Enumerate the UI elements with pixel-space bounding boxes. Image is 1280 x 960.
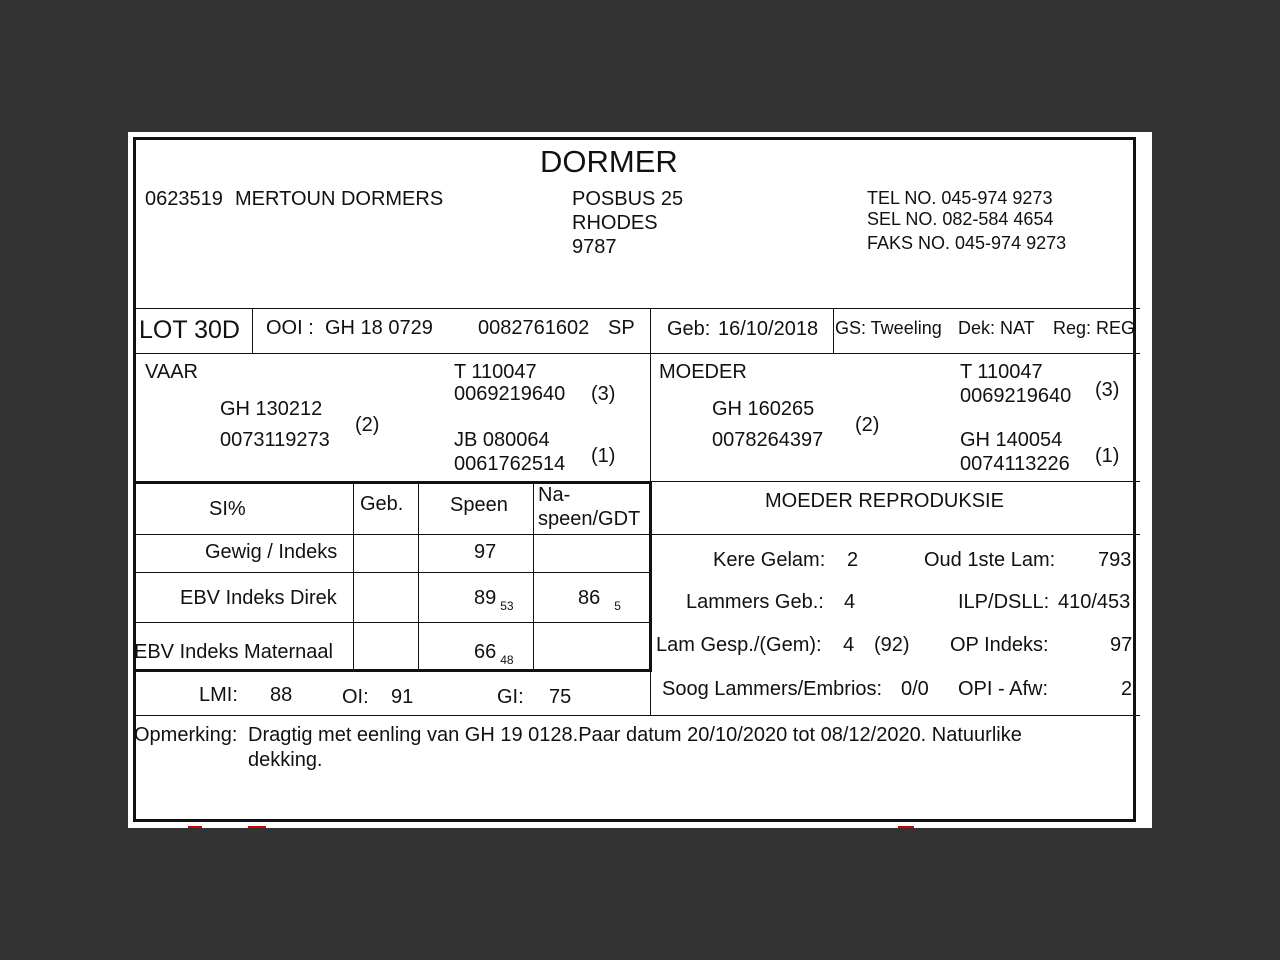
divider [418, 481, 419, 669]
suckled-lambs-value: 0/0 [901, 678, 929, 700]
remarks-line-1: Dragtig met eenling van GH 19 0128.Paar datum 20/10/2020 tot 08/12/2020. Natuurlike [248, 724, 1022, 746]
lmi-value: 88 [270, 684, 293, 706]
divider [134, 353, 1140, 354]
dam-reproduction-title: MOEDER REPRODUKSIE [765, 490, 1004, 512]
divider [650, 481, 1140, 482]
lambs-weaned-label: Lam Gesp./(Gem): [656, 634, 822, 656]
divider [133, 669, 652, 672]
maternal-granddam-generation: (1) [1095, 445, 1120, 467]
oi-label: OI: [342, 686, 369, 708]
ooi-id: GH 18 0729 [325, 317, 433, 339]
maternal-grandsire-generation: (3) [1095, 379, 1120, 401]
mating-type: Dek: NAT [958, 318, 1035, 338]
paternal-grandsire-id: T 110047 [454, 361, 537, 383]
divider [650, 534, 1140, 535]
divider [134, 572, 651, 573]
lambs-born-value: 4 [844, 591, 856, 613]
address-line-2: RHODES [572, 212, 658, 234]
opi-deviation-value: 2 [1121, 678, 1133, 700]
ilp-dsll-value: 410/453 [1058, 591, 1131, 613]
oi-value: 91 [391, 686, 414, 708]
sire-number: 0073119273 [220, 429, 330, 451]
remarks-line-2: dekking. [248, 749, 323, 771]
birth-status: GS: Tweeling [835, 318, 942, 338]
ilp-dsll-label: ILP/DSLL: [958, 591, 1050, 613]
registration-status: Reg: REG [1053, 318, 1136, 338]
maternal-granddam-id: GH 140054 [960, 429, 1063, 451]
divider [833, 308, 834, 353]
sire-label: VAAR [145, 361, 198, 383]
divider [252, 308, 253, 353]
maternal-grandsire-id: T 110047 [960, 361, 1043, 383]
weaning-header: Speen [450, 494, 508, 516]
first-lamb-age-value: 793 [1098, 549, 1132, 571]
gi-label: GI: [497, 686, 524, 708]
birth-date: 16/10/2018 [718, 318, 819, 340]
cropped-mark [248, 826, 266, 828]
remarks-label: Opmerking: [134, 724, 238, 746]
sire-id: GH 130212 [220, 398, 323, 420]
first-lamb-age-label: Oud 1ste Lam: [924, 549, 1056, 571]
divider [533, 481, 534, 669]
paternal-grandsire-generation: (3) [591, 383, 616, 405]
divider [649, 481, 652, 671]
op-index-value: 97 [1110, 634, 1133, 656]
ebv-maternal-weaning: 66 $_{48}$ [474, 641, 514, 667]
post-weaning-header-line-2: speen/GDT [538, 508, 641, 530]
cropped-mark [188, 826, 202, 828]
cropped-mark [898, 826, 914, 828]
ebv-direct-label: EBV Indeks Direk [180, 587, 337, 609]
divider [134, 715, 1140, 716]
lmi-label: LMI: [199, 684, 238, 706]
ebv-direct-post-weaning: 86 $_5$ [578, 587, 621, 613]
dam-id: GH 160265 [712, 398, 815, 420]
paternal-granddam-number: 0061762514 [454, 453, 566, 475]
sale-catalogue-card [128, 132, 1152, 828]
member-number: 0623519 [145, 188, 223, 210]
fax-number: FAKS NO. 045-974 9273 [867, 233, 1067, 253]
birth-label: Geb: [667, 318, 711, 340]
owner-name: MERTOUN DORMERS [235, 188, 444, 210]
tel-number: TEL NO. 045-974 9273 [867, 188, 1053, 208]
dam-generation: (2) [855, 414, 880, 436]
dam-label: MOEDER [659, 361, 747, 383]
birth-header: Geb. [360, 493, 404, 515]
suckled-lambs-label: Soog Lammers/Embrios: [662, 678, 883, 700]
maternal-grandsire-number: 0069219640 [960, 385, 1072, 407]
breed-title: DORMER [540, 144, 678, 179]
opi-deviation-label: OPI - Afw: [958, 678, 1049, 700]
paternal-granddam-generation: (1) [591, 445, 616, 467]
lambs-born-label: Lammers Geb.: [686, 591, 824, 613]
lot-number: LOT 30D [139, 316, 240, 344]
post-weaning-header-line-1: Na- [538, 484, 571, 506]
divider [134, 308, 1140, 309]
lambs-weaned-average: (92) [874, 634, 910, 656]
dam-number: 0078264397 [712, 429, 824, 451]
paternal-grandsire-number: 0069219640 [454, 383, 566, 405]
lambs-weaned-value: 4 [843, 634, 855, 656]
divider [353, 481, 354, 669]
paternal-granddam-id: JB 080064 [454, 429, 550, 451]
sire-generation: (2) [355, 414, 380, 436]
gi-value: 75 [549, 686, 572, 708]
sp-code: SP [608, 317, 635, 339]
ebv-direct-weaning: 89 $_{53}$ [474, 587, 514, 613]
ooi-registration-number: 0082761602 [478, 317, 590, 339]
address-line-1: POSBUS 25 [572, 188, 684, 210]
si-percent-header: SI% [209, 498, 246, 520]
ebv-maternal-label: EBV Indeks Maternaal [134, 641, 333, 663]
divider [134, 534, 651, 535]
times-lambed-label: Kere Gelam: [713, 549, 826, 571]
ooi-label: OOI : [266, 317, 314, 339]
divider [134, 622, 651, 623]
address-line-3: 9787 [572, 236, 617, 258]
weight-index-label: Gewig / Indeks [205, 541, 338, 563]
divider [133, 481, 652, 484]
op-index-label: OP Indeks: [950, 634, 1049, 656]
maternal-granddam-number: 0074113226 [960, 453, 1070, 475]
weight-index-weaning: 97 [474, 541, 497, 563]
times-lambed-value: 2 [847, 549, 859, 571]
cell-number: SEL NO. 082-584 4654 [867, 209, 1054, 229]
